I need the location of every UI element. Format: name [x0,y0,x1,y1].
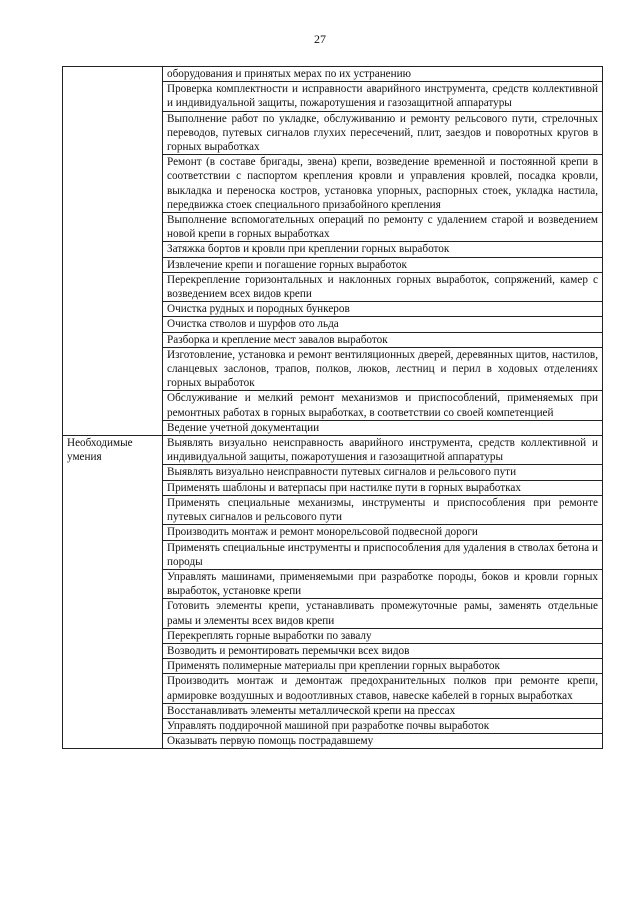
skill-item: Выявлять визуально неисправность аварийного инструмента, средств коллективной и индивидуальной защиты, пожаротушения и газозащитной аппаратуры [163,436,603,465]
skill-item: Производить монтаж и ремонт монорельсовой подвесной дороги [163,525,603,540]
labor-action-item: Ремонт (в составе бригады, звена) крепи, возведение временной и постоянной крепи в соответствии с паспортом крепления кровли и управления кровлей, посадка кровли, выкладка и переноска костров, установка упорных, распорных стоек, укладка настила, передвижка стоек специального призабойного крепления [163,155,603,213]
labor-action-item: Очистка стволов и шурфов ото льда [163,317,603,332]
labor-action-item: Очистка рудных и породных бункеров [163,302,603,317]
table-row [63,67,603,82]
skill-item: Перекреплять горные выработки по завалу [163,628,603,643]
labor-action-item: Перекрепление горизонтальных и наклонных горных выработок, сопряжений, камер с возведением всех видов крепи [163,272,603,301]
labor-action-item: Ведение учетной документации [163,420,603,435]
skill-item: Управлять поддирочной машиной при разработке почвы выработок [163,718,603,733]
skill-item: Применять специальные инструменты и приспособления для удаления в стволах бетона и породы [163,540,603,569]
labor-action-item: Разборка и крепление мест завалов выработок [163,332,603,347]
labor-actions-label-cell [63,67,163,436]
page-number: 27 [314,32,326,46]
labor-action-item: Затяжка бортов и кровли при креплении горных выработок [163,242,603,257]
skill-item: Применять полимерные материалы при креплении горных выработок [163,659,603,674]
skill-item: Оказывать первую помощь пострадавшему [163,734,603,749]
skill-item: Возводить и ремонтировать перемычки всех видов [163,643,603,658]
labor-action-item: Изготовление, установка и ремонт вентиляционных дверей, деревянных щитов, настилов, сланцевых заслонов, трапов, полков, люков, лестниц и перил в ходовых отделениях горных выработок [163,347,603,391]
skill-item: Управлять машинами, применяемыми при разработке породы, боков и кровли горных выработок, установке крепи [163,569,603,598]
labor-action-item: Проверка комплектности и исправности аварийного инструмента, средств коллективной и индивидуальной защиты, пожаротушения и газозащитной аппаратуры [163,82,603,111]
skill-item: Производить монтаж и демонтаж предохранительных полков при ремонте крепи, армировке воздушных и водоотливных ставов, навеске кабелей в горных выработках [163,674,603,703]
competency-table [62,66,603,749]
labor-action-item: Извлечение крепи и погашение горных выработок [163,257,603,272]
labor-action-item: оборудования и принятых мерах по их устранению [163,67,603,82]
skill-item: Применять шаблоны и ватерпасы при настилке пути в горных выработках [163,480,603,495]
skill-item: Выявлять визуально неисправности путевых сигналов и рельсового пути [163,465,603,480]
skill-item: Применять специальные механизмы, инструменты и приспособления при ремонте путевых сигналов и рельсового пути [163,495,603,524]
labor-action-item: Выполнение вспомогательных операций по ремонту с удалением старой и возведением новой крепи в горных выработках [163,213,603,242]
table-row [63,436,603,465]
skill-item: Готовить элементы крепи, устанавливать промежуточные рамы, заменять отдельные рамы и элементы всех видов крепи [163,599,603,628]
labor-action-item: Обслуживание и мелкий ремонт механизмов и приспособлений, применяемых при ремонтных работах в горных выработках, в соответствии со своей компетенцией [163,391,603,420]
skills-label: Необходимые умения [63,436,163,749]
skill-item: Восстанавливать элементы металлической крепи на прессах [163,703,603,718]
labor-action-item: Выполнение работ по укладке, обслуживанию и ремонту рельсового пути, стрелочных переводов, путевых сигналов глухих пересечений, плит, заездов и поворотных кругов в горных выработках [163,111,603,155]
